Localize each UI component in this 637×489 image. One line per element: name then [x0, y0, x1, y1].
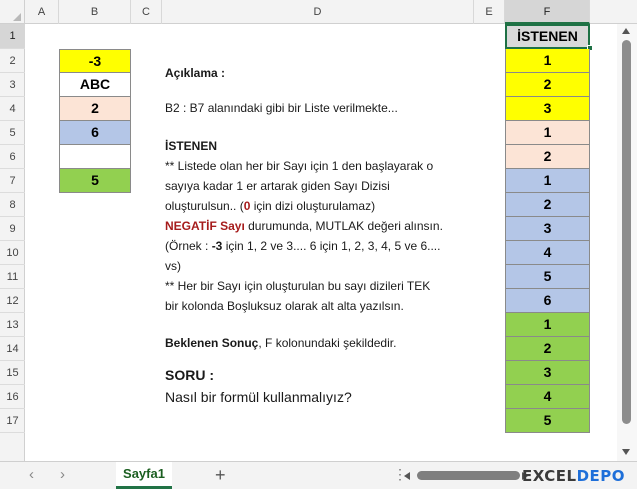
zero-highlight: 0: [243, 199, 251, 213]
column-header-bar: [0, 0, 637, 24]
requirement-line: sayıya kadar 1 er artarak giden Sayı Dizisi: [165, 179, 390, 193]
column-header-d[interactable]: D: [162, 0, 474, 24]
select-all-corner[interactable]: [0, 0, 25, 24]
result-cell[interactable]: 4: [505, 241, 590, 265]
row-header[interactable]: 17: [0, 409, 25, 433]
column-header-b[interactable]: B: [59, 0, 131, 24]
add-sheet-icon[interactable]: +: [215, 465, 226, 485]
requirement-line: vs): [165, 259, 181, 273]
list-cell-b3[interactable]: ABC: [59, 72, 131, 97]
question-text: Nasıl bir formül kullanmalıyız?: [165, 389, 352, 405]
scroll-left-icon[interactable]: [404, 472, 410, 480]
result-cell[interactable]: 1: [505, 169, 590, 193]
row-header[interactable]: 14: [0, 337, 25, 361]
row-header[interactable]: 2: [0, 49, 25, 73]
next-sheet-icon[interactable]: ›: [60, 466, 65, 483]
requirement-line: bir kolonda Boşluksuz olarak alt alta yazılsın.: [165, 299, 404, 313]
result-cell[interactable]: 4: [505, 385, 590, 409]
row-header-bar: [0, 24, 25, 461]
result-cell[interactable]: 5: [505, 265, 590, 289]
row-header[interactable]: 11: [0, 265, 25, 289]
exceldepo-logo: [522, 467, 625, 485]
question-title: SORU :: [165, 367, 214, 383]
requirement-text: için 1, 2 ve 3.... 6 için 1, 2, 3, 4, 5 ve 6....: [222, 239, 441, 253]
list-cell-b7[interactable]: 5: [59, 168, 131, 193]
row-header[interactable]: 16: [0, 385, 25, 409]
example-number: -3: [211, 239, 223, 253]
column-header-a[interactable]: A: [25, 0, 59, 24]
horizontal-scroll-thumb[interactable]: [417, 471, 520, 480]
row-header[interactable]: 12: [0, 289, 25, 313]
row-header[interactable]: 15: [0, 361, 25, 385]
result-cell[interactable]: 3: [505, 97, 590, 121]
sheet-tab-bar: [0, 461, 637, 489]
expected-result-line: [165, 331, 396, 355]
requirement-line: [165, 234, 440, 258]
row-header[interactable]: 7: [0, 169, 25, 193]
row-header[interactable]: 1: [0, 24, 25, 49]
logo-part-excel: EXCEL: [522, 467, 577, 485]
requirement-text: için dizi oluşturulamaz): [250, 199, 376, 213]
row-header[interactable]: 6: [0, 145, 25, 169]
negative-highlight: NEGATİF Sayı: [165, 219, 245, 233]
result-cell[interactable]: 2: [505, 145, 590, 169]
result-cell[interactable]: 1: [505, 313, 590, 337]
result-cell[interactable]: 3: [505, 361, 590, 385]
list-cell-b6[interactable]: [59, 144, 131, 169]
row-header[interactable]: 4: [0, 97, 25, 121]
column-header-f[interactable]: F: [505, 0, 590, 24]
row-header[interactable]: 8: [0, 193, 25, 217]
result-cell[interactable]: 2: [505, 73, 590, 97]
requirement-line: ** Listede olan her bir Sayı için 1 den başlayarak o: [165, 159, 434, 173]
column-header-e[interactable]: E: [474, 0, 505, 24]
scroll-up-icon[interactable]: [622, 28, 630, 34]
result-cell[interactable]: 2: [505, 193, 590, 217]
row-header[interactable]: 5: [0, 121, 25, 145]
expected-result-label: Beklenen Sonuç: [165, 336, 259, 350]
vertical-scrollbar[interactable]: [617, 24, 637, 461]
requirement-text: (Örnek :: [165, 239, 212, 253]
list-cell-b4[interactable]: 2: [59, 96, 131, 121]
result-cell[interactable]: 3: [505, 217, 590, 241]
list-cell-b5[interactable]: 6: [59, 120, 131, 145]
expected-result-text: , F kolonundaki şekildedir.: [258, 336, 397, 350]
requirement-line: ** Her bir Sayı için oluşturulan bu sayı dizileri TEK: [165, 279, 431, 293]
logo-part-depo: DEPO: [576, 467, 626, 485]
row-header[interactable]: 3: [0, 73, 25, 97]
column-header-c[interactable]: C: [131, 0, 162, 24]
result-cell[interactable]: 6: [505, 289, 590, 313]
requirement-text: durumunda, MUTLAK değeri alınsın.: [244, 219, 443, 233]
result-cell[interactable]: 1: [505, 49, 590, 73]
tab-splitter-icon[interactable]: ⋮: [393, 466, 407, 482]
result-cell[interactable]: 5: [505, 409, 590, 433]
scroll-thumb[interactable]: [622, 40, 631, 424]
sheet-tab-sayfa1[interactable]: Sayfa1: [116, 462, 172, 489]
result-cell[interactable]: 2: [505, 337, 590, 361]
description-title: Açıklama :: [165, 66, 226, 80]
requirement-title: İSTENEN: [165, 139, 218, 153]
scroll-down-icon[interactable]: [622, 449, 630, 455]
row-header[interactable]: 13: [0, 313, 25, 337]
row-header[interactable]: 9: [0, 217, 25, 241]
list-cell-b2[interactable]: -3: [59, 49, 131, 73]
requirement-text: oluşturulsun.. (: [165, 199, 244, 213]
result-cell[interactable]: 1: [505, 121, 590, 145]
description-line: B2 : B7 alanındaki gibi bir Liste verilmekte...: [165, 101, 398, 115]
row-header[interactable]: 10: [0, 241, 25, 265]
prev-sheet-icon[interactable]: ‹: [29, 466, 34, 483]
result-header-cell[interactable]: İSTENEN: [505, 24, 590, 49]
